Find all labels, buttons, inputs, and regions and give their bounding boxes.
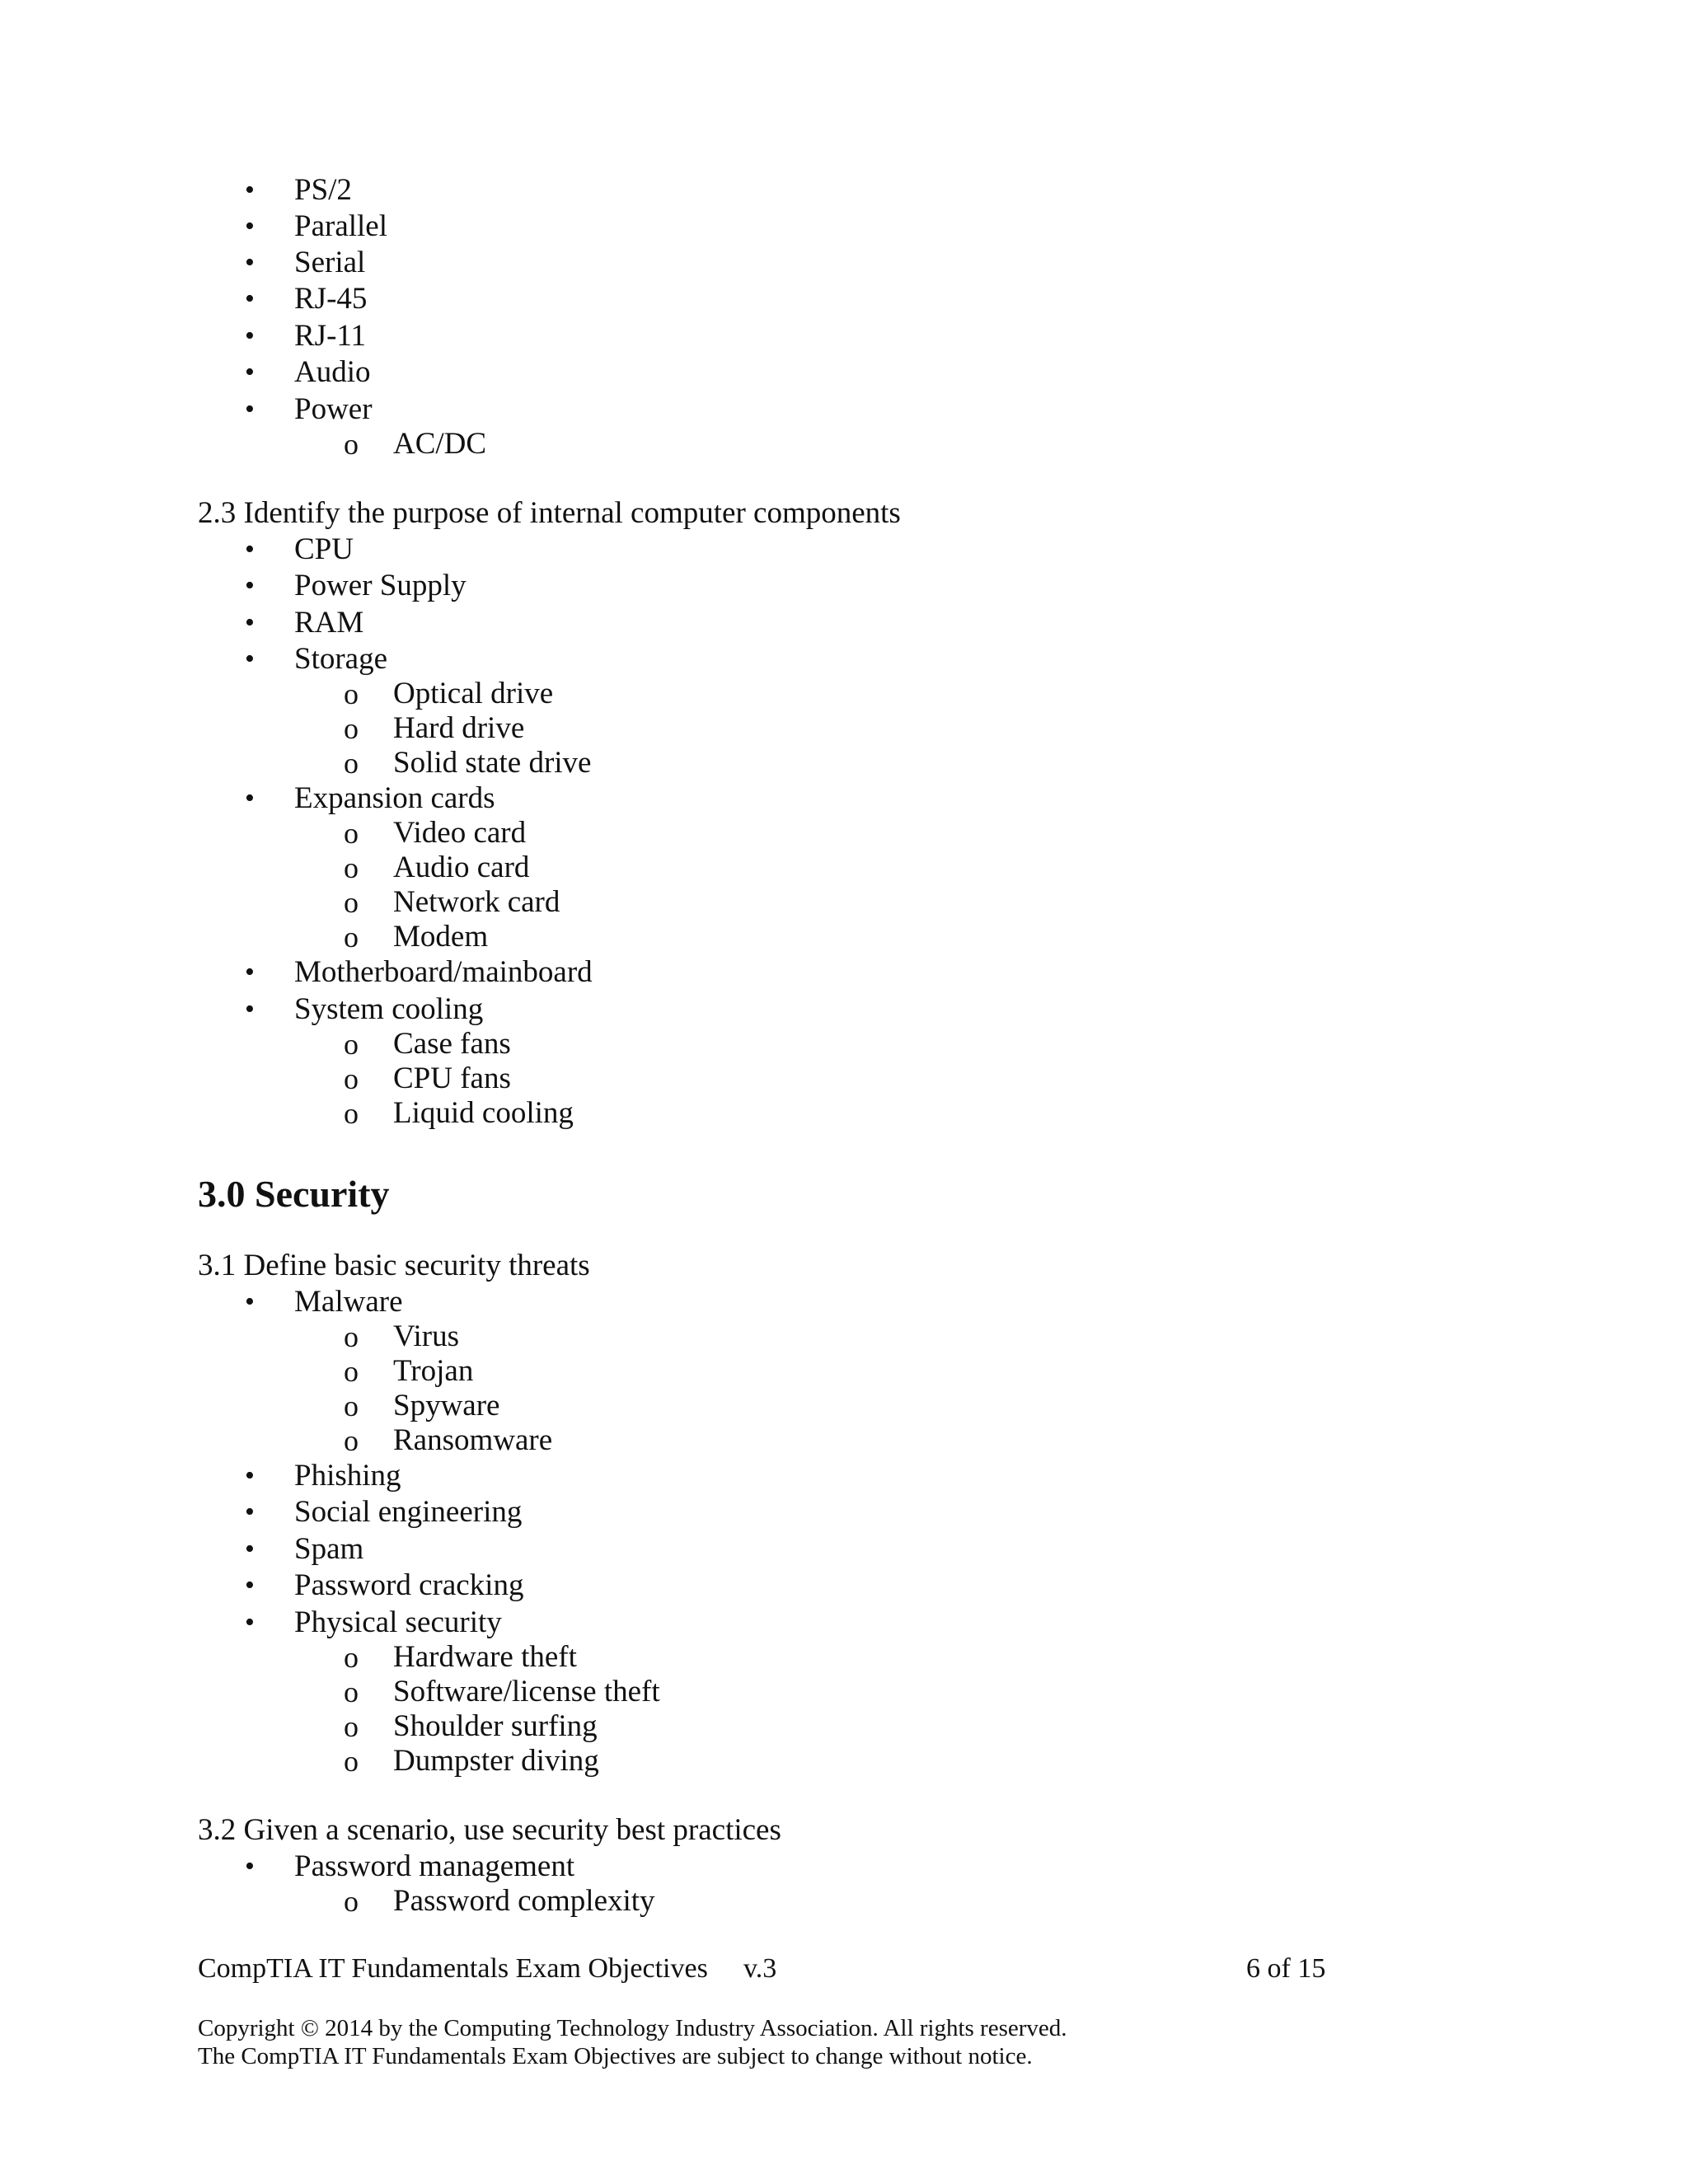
list-item: RJ-11 (294, 319, 367, 353)
sub-list-item: Modem (393, 920, 489, 954)
list-item: Social engineering (294, 1495, 523, 1529)
sub-bullet: o (344, 1885, 359, 1918)
bullet: • (245, 1460, 255, 1491)
list-item: CPU (294, 532, 354, 566)
major-heading-3-0: 3.0 Security (198, 1173, 390, 1215)
bullet: • (245, 644, 255, 674)
sub-list-item: AC/DC (393, 427, 487, 461)
section-heading-2-3: 2.3 Identify the purpose of internal computer components (198, 496, 901, 530)
bullet: • (245, 284, 255, 314)
sub-bullet: o (344, 1097, 359, 1130)
list-item: Storage (294, 642, 388, 676)
list-item: Physical security (294, 1605, 502, 1639)
footer-page-number: 6 of 15 (1246, 1953, 1326, 1984)
bullet: • (245, 1570, 255, 1601)
sub-bullet: o (344, 851, 359, 884)
list-item: Serial (294, 246, 366, 279)
footer-document-title: CompTIA IT Fundamentals Exam Objectives (198, 1953, 708, 1984)
list-item: Malware (294, 1285, 403, 1319)
sub-list-item: Shoulder surfing (393, 1709, 598, 1743)
list-item: Spam (294, 1532, 364, 1566)
sub-list-item: Password complexity (393, 1884, 655, 1918)
list-item: RJ-45 (294, 282, 368, 316)
list-item: Password management (294, 1849, 575, 1883)
sub-bullet: o (344, 1355, 359, 1388)
list-item: Power Supply (294, 569, 467, 602)
list-item: Motherboard/mainboard (294, 955, 593, 989)
sub-bullet: o (344, 1641, 359, 1674)
bullet: • (245, 1607, 255, 1638)
sub-list-item: Trojan (393, 1354, 474, 1388)
bullet: • (245, 607, 255, 638)
list-item: Expansion cards (294, 781, 495, 815)
sub-list-item: Liquid cooling (393, 1096, 574, 1130)
sub-list-item: Solid state drive (393, 746, 592, 780)
list-item: Password cracking (294, 1568, 524, 1602)
sub-bullet: o (344, 1710, 359, 1743)
sub-bullet: o (344, 921, 359, 954)
sub-bullet: o (344, 1062, 359, 1095)
bullet: • (245, 570, 255, 601)
sub-bullet: o (344, 1675, 359, 1708)
bullet: • (245, 357, 255, 387)
sub-list-item: Video card (393, 816, 527, 850)
sub-list-item: Spyware (393, 1389, 500, 1422)
sub-list-item: Ransomware (393, 1423, 553, 1457)
sub-bullet: o (344, 1424, 359, 1457)
bullet: • (245, 783, 255, 813)
sub-list-item: Hard drive (393, 711, 525, 745)
sub-list-item: CPU fans (393, 1062, 511, 1095)
bullet: • (245, 247, 255, 278)
list-item: System cooling (294, 992, 484, 1026)
list-item: PS/2 (294, 173, 352, 207)
bullet: • (245, 1534, 255, 1564)
bullet: • (245, 1286, 255, 1317)
sub-bullet: o (344, 428, 359, 461)
bullet: • (245, 211, 255, 241)
bullet: • (245, 534, 255, 565)
sub-bullet: o (344, 1745, 359, 1778)
sub-bullet: o (344, 1320, 359, 1353)
bullet: • (245, 321, 255, 351)
copyright-notice: Copyright © 2014 by the Computing Technology Industry Association. All rights reserved. (198, 2015, 1067, 2041)
sub-list-item: Dumpster diving (393, 1744, 599, 1778)
list-item: Power (294, 392, 373, 426)
sub-list-item: Software/license theft (393, 1675, 660, 1708)
change-notice: The CompTIA IT Fundamentals Exam Objectives are subject to change without notice. (198, 2043, 1033, 2069)
sub-bullet: o (344, 747, 359, 780)
sub-bullet: o (344, 817, 359, 850)
footer-version: v.3 (743, 1953, 777, 1984)
sub-bullet: o (344, 712, 359, 745)
bullet: • (245, 994, 255, 1024)
bullet: • (245, 394, 255, 424)
bullet: • (245, 957, 255, 987)
list-item: Audio (294, 355, 371, 389)
list-item: Phishing (294, 1459, 401, 1493)
sub-list-item: Case fans (393, 1027, 511, 1061)
sub-bullet: o (344, 886, 359, 919)
bullet: • (245, 1851, 255, 1882)
sub-bullet: o (344, 677, 359, 710)
list-item: Parallel (294, 209, 388, 243)
bullet: • (245, 175, 255, 205)
sub-list-item: Audio card (393, 851, 530, 884)
list-item: RAM (294, 606, 364, 640)
sub-list-item: Virus (393, 1319, 459, 1353)
sub-list-item: Network card (393, 885, 560, 919)
section-heading-3-1: 3.1 Define basic security threats (198, 1249, 590, 1282)
bullet: • (245, 1497, 255, 1527)
sub-list-item: Hardware theft (393, 1640, 577, 1674)
sub-list-item: Optical drive (393, 677, 554, 710)
section-heading-3-2: 3.2 Given a scenario, use security best practices (198, 1813, 781, 1847)
sub-bullet: o (344, 1028, 359, 1061)
sub-bullet: o (344, 1390, 359, 1422)
